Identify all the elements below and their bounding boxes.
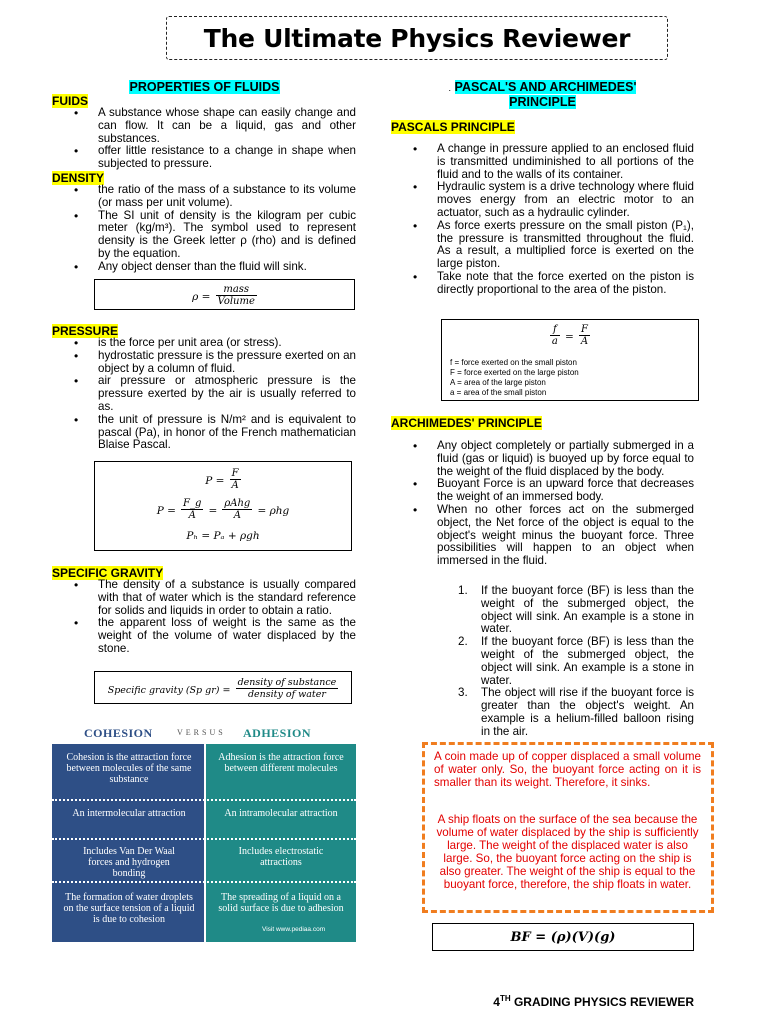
list-item: 3. The object will rise if the buoyant force is greater than the object's weight. An example is a helium-filled balloon rising in the air. (458, 686, 694, 738)
page-footer: 4TH GRADING PHYSICS REVIEWER (493, 994, 694, 1009)
list-item: • Any object completely or partially submerged in a fluid (gas or liquid) is buoyed up by force equal to the weight of the fluid displaced by the body. (391, 440, 694, 478)
list-item: • air pressure or atmospheric pressure is the pressure exerted by the air is usually referred to as. (52, 375, 356, 413)
list-item: • Take note that the force exerted on the piston is directly proportional to the area of the piston. (391, 271, 694, 297)
list-item: 2. If the buoyant force (BF) is less than the weight of the submerged object, the object will sink. An example is a stone in water. (458, 635, 694, 687)
pressure-label: PRESSURE (52, 324, 119, 338)
pascal-formula-box (441, 319, 699, 401)
cohesion-row-2: An intermolecular attraction (72, 808, 186, 819)
cohesion-adhesion-infographic (52, 720, 356, 942)
pressure-formula-1: P = $\frac{F}{A}$ (205, 468, 239, 491)
list-item: • the ratio of the mass of a substance to its volume (or mass per unit volume). (52, 184, 356, 210)
density-label: DENSITY (52, 171, 105, 185)
list-item: • the unit of pressure is N/m² and is equivalent to pascal (Pa), in honor of the French mathematician Blaise Pascal. (52, 414, 356, 452)
list-item: • A change in pressure applied to an enclosed fluid is transmitted undiminished to all portions of the fluid and to the walls of its container. (391, 143, 694, 181)
list-item: • Buoyant Force is an upward force that decreases the weight of an immersed body. (391, 478, 694, 504)
cohesion-row-1: Cohesion is the attraction force between molecules of the same substance (66, 752, 192, 785)
pascal-archimedes-heading: . PASCAL'S AND ARCHIMEDES' PRINCIPLE (448, 80, 637, 109)
fluids-label: FUIDS (52, 94, 88, 108)
list-item: • hydrostatic pressure is the pressure exerted on an object by a column of fluid. (52, 350, 356, 376)
legend-item: a = area of the small piston (450, 388, 547, 397)
row-divider (52, 881, 356, 883)
list-item: • A substance whose shape can easily change and can flow. It can be a liquid, gas and other substances. (52, 107, 356, 145)
density-formula: ρ = $\frac{\text{mass}}{\text{Volume}}$ (94, 279, 355, 310)
pascal-principle-label: PASCALS PRINCIPLE (391, 120, 515, 134)
adhesion-row-4: The spreading of a liquid on a solid surface is due to adhesion (218, 892, 344, 914)
page-title: The Ultimate Physics Reviewer (203, 24, 631, 53)
cohesion-title: COHESION (84, 726, 153, 740)
adhesion-row-3: Includes electrostatic attractions (238, 846, 324, 868)
pressure-formula-2: P = $\frac{F\_g}{A}$ = $\frac{\text{ρAhg}}{A}$ = ρhg (156, 498, 290, 521)
fluids-list (52, 107, 356, 171)
buoyancy-possibilities-list (413, 585, 694, 739)
pressure-formula-3: Pₕ = Pₐ + ρgh (186, 530, 260, 542)
adhesion-title: ADHESION (243, 726, 312, 740)
pascal-legend (450, 358, 579, 398)
row-divider (52, 799, 356, 801)
pressure-formula-box (94, 461, 352, 551)
infographic-credit: Visit www.pediaa.com (262, 926, 326, 933)
list-item: 1. If the buoyant force (BF) is less than the weight of the submerged object, the object will sink. An example is a stone in water. (458, 584, 694, 636)
specific-gravity-list (52, 579, 356, 656)
row-divider (52, 838, 356, 840)
density-list (52, 184, 356, 274)
properties-of-fluids-heading: PROPERTIES OF FLUIDS (129, 80, 280, 94)
archimedes-list (391, 440, 694, 568)
cohesion-row-4: The formation of water droplets on the surface tension of a liquid is due to cohesion (63, 892, 195, 925)
legend-item: F = force exerted on the large piston (450, 368, 579, 377)
buoyant-force-formula: BF = (ρ)(V)(g) (432, 923, 694, 951)
ship-example: A ship floats on the surface of the sea because the volume of water displaced by the ship is sufficiently large. The weight of the displaced water is also large. So, the buoyant force acting on the ship is also greater. The weight of the ship is equal to the buoyant force, therefore, the ship floats in water. (436, 813, 699, 891)
list-item: • offer little resistance to a change in shape when subjected to pressure. (52, 145, 356, 171)
infographic-header (52, 720, 356, 742)
specific-gravity-formula: Specific gravity (Sp gr) = $\frac{\text{density of substance}}{\text{density of water}}$ (94, 671, 352, 704)
cohesion-row-3: Includes Van Der Waal forces and hydrogen bonding (83, 846, 175, 879)
pascal-formula: $\frac{f}{a}$ = $\frac{F}{A}$ (551, 324, 589, 347)
coin-example: A coin made up of copper displaced a small volume of water only. So, the buoyant force acting on it is smaller than its weight. Therefore, it sinks. (434, 750, 701, 789)
list-item: • As force exerts pressure on the small piston (P₁), the pressure is transmitted throughout the fluid. As a result, a multiplied force is exerted on the large piston. (391, 220, 694, 271)
adhesion-row-2: An intramolecular attraction (224, 808, 338, 819)
list-item: • is the force per unit area (or stress). (52, 337, 356, 350)
specific-gravity-label: SPECIFIC GRAVITY (52, 566, 164, 580)
adhesion-row-1: Adhesion is the attraction force between different molecules (218, 752, 344, 774)
list-item: • the apparent loss of weight is the same as the weight of the volume of water displaced by the stone. (52, 617, 356, 655)
pascal-list (391, 143, 694, 297)
list-item: • Any object denser than the fluid will sink. (52, 261, 356, 274)
list-item: • The density of a substance is usually compared with that of water which is the standard reference for solids and liquids in order to obtain a ratio. (52, 579, 356, 617)
list-item: • When no other forces act on the submerged object, the Net force of the object is equal to the object's weight minus the buoyant force. Three possibilities will happen to an object when immersed in the fluid. (391, 504, 694, 568)
pressure-list (52, 337, 356, 452)
legend-item: A = area of the large piston (450, 378, 546, 387)
list-item: • The SI unit of density is the kilogram per cubic meter (kg/m³). The symbol used to represent density is the Greek letter ρ (rho) and is defined by the equation. (52, 210, 356, 261)
archimedes-principle-label: ARCHIMEDES' PRINCIPLE (391, 416, 542, 430)
list-item: • Hydraulic system is a drive technology where fluid moves energy from an electric motor to an actuator, such as a hydraulic cylinder. (391, 181, 694, 219)
versus-label: VERSUS (177, 728, 226, 737)
legend-item: f = force exerted on the small piston (450, 358, 577, 367)
